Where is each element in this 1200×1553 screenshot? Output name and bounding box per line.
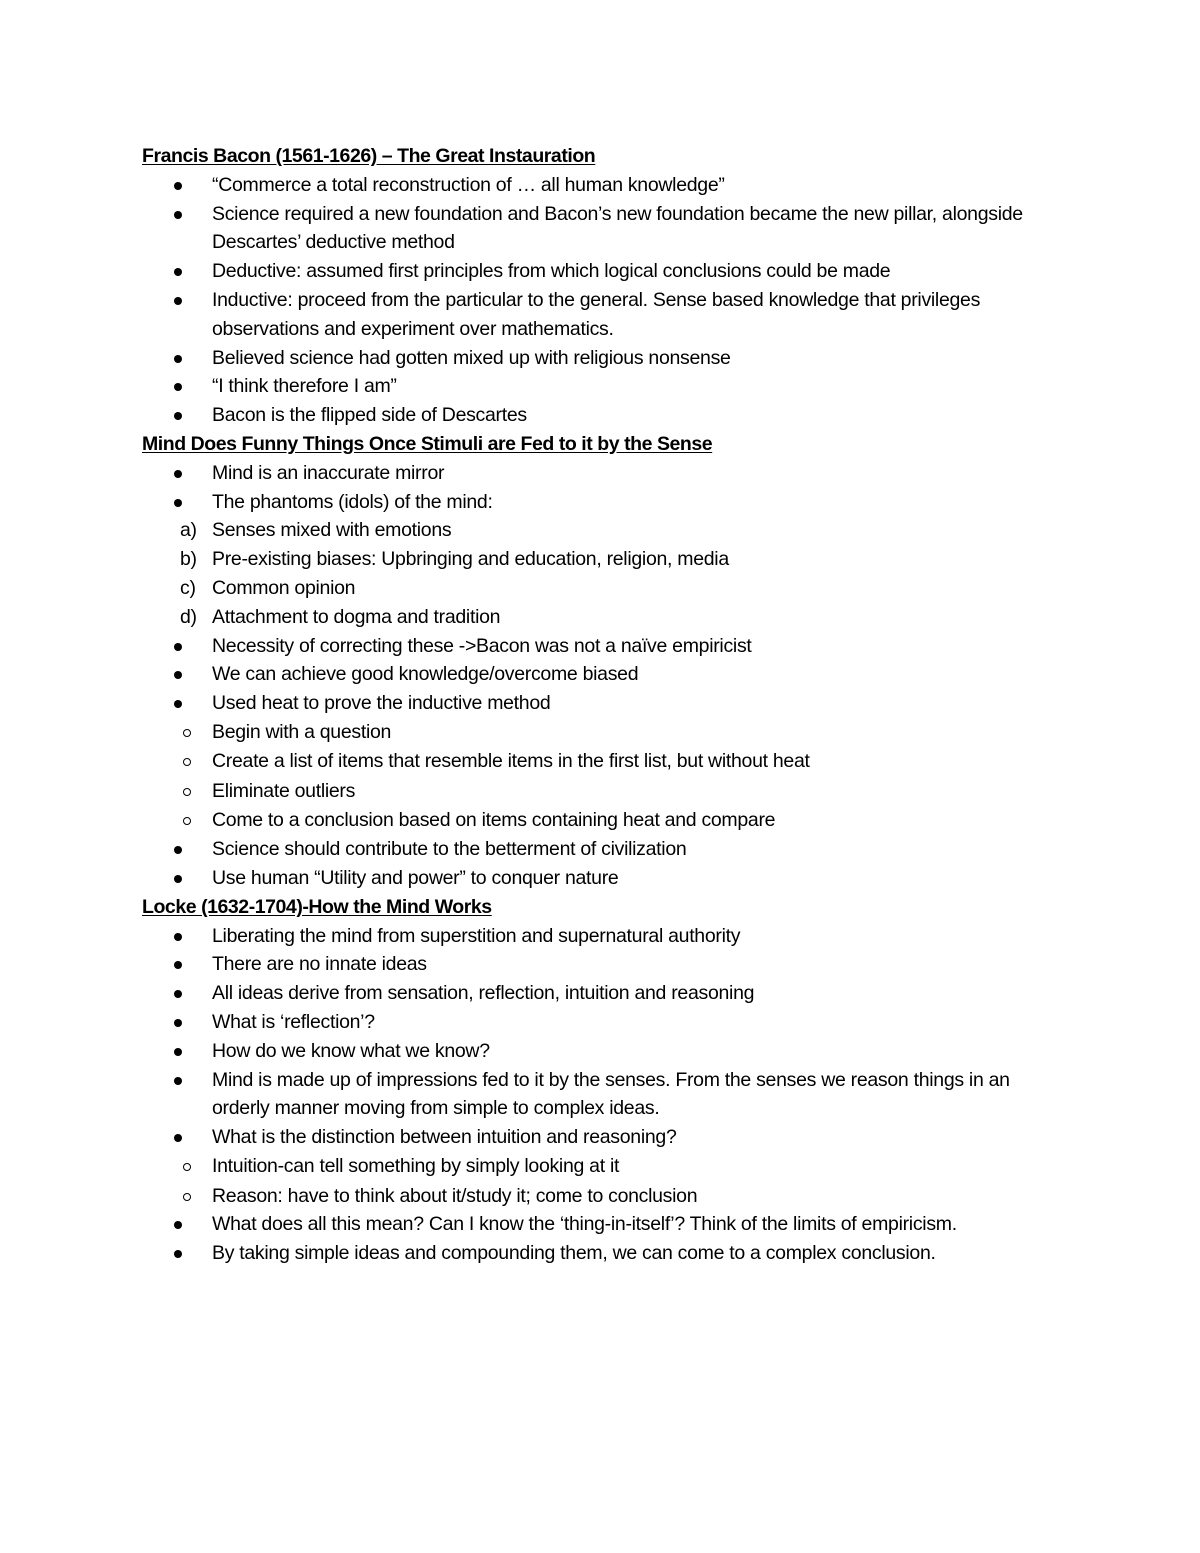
idols-sublist — [142, 516, 1072, 631]
list-item-text: “I think therefore I am” — [212, 375, 397, 398]
sublist-item-text: Create a list of items that resemble items in the first list, but without heat — [212, 749, 810, 772]
list-item-text: All ideas derive from sensation, reflection, intuition and reasoning — [212, 982, 755, 1005]
sublist-item-text: Reason: have to think about it/study it; come to conclusion — [212, 1184, 698, 1207]
list-item-text: Believed science had gotten mixed up with religious nonsense — [212, 346, 731, 369]
bullet-icon — [174, 1221, 182, 1229]
list-item-text: Mind is an inaccurate mirror — [212, 461, 445, 484]
bullet-icon — [174, 383, 182, 391]
section-heading-bacon: Francis Bacon (1561-1626) – The Great Instauration — [142, 145, 596, 167]
list-item — [142, 1210, 1072, 1239]
list-item — [142, 835, 1072, 864]
list-item — [142, 372, 1072, 401]
bullet-icon — [174, 1250, 182, 1258]
list-item — [142, 257, 1072, 286]
list-item-text: We can achieve good knowledge/overcome biased — [212, 663, 639, 686]
sublist-item — [142, 1182, 1072, 1211]
circle-bullet-icon — [183, 817, 191, 825]
sublist-marker: d) — [180, 605, 197, 628]
list-item — [142, 864, 1072, 893]
intuition-reasoning-sublist — [142, 1152, 1072, 1211]
sublist-item — [142, 747, 1072, 776]
list-item-text: Mind is made up of impressions fed to it by the senses. From the senses we reason things in an orderly manner moving from simple to complex ideas. — [212, 1068, 1010, 1120]
sublist-item — [142, 545, 1072, 574]
bullet-icon — [174, 1134, 182, 1142]
circle-bullet-icon — [183, 1163, 191, 1171]
bullet-icon — [174, 470, 182, 478]
locke-bullet-list — [142, 922, 1072, 1152]
bullet-icon — [174, 268, 182, 276]
bullet-icon — [174, 875, 182, 883]
heat-method-sublist — [142, 718, 1072, 835]
sublist-marker: a) — [180, 519, 197, 542]
list-item-text: By taking simple ideas and compounding them, we can come to a complex conclusion. — [212, 1242, 936, 1265]
bullet-icon — [174, 990, 182, 998]
sublist-item-text: Attachment to dogma and tradition — [212, 605, 501, 628]
list-item — [142, 1123, 1072, 1152]
bullet-icon — [174, 297, 182, 305]
circle-bullet-icon — [183, 758, 191, 766]
sublist-item-text: Come to a conclusion based on items containing heat and compare — [212, 809, 776, 832]
mind-bullet-list-end — [142, 835, 1072, 893]
list-item-text: What is ‘reflection’? — [212, 1010, 375, 1033]
bullet-icon — [174, 211, 182, 219]
list-item-text: Necessity of correcting these ->Bacon was not a naïve empiricist — [212, 634, 752, 657]
list-item — [142, 950, 1072, 979]
list-item — [142, 1239, 1072, 1268]
list-item — [142, 459, 1072, 488]
bullet-icon — [174, 182, 182, 190]
sublist-item-text: Senses mixed with emotions — [212, 519, 452, 542]
list-item-text: Deductive: assumed first principles from which logical conclusions could be made — [212, 260, 891, 283]
bullet-icon — [174, 355, 182, 363]
list-item — [142, 200, 1072, 258]
list-item-text: How do we know what we know? — [212, 1039, 490, 1062]
list-item — [142, 1037, 1072, 1066]
list-item — [142, 171, 1072, 200]
circle-bullet-icon — [183, 1193, 191, 1201]
circle-bullet-icon — [183, 729, 191, 737]
bullet-icon — [174, 643, 182, 651]
list-item — [142, 660, 1072, 689]
sublist-item-text: Common opinion — [212, 576, 356, 599]
mind-bullet-list-continued — [142, 632, 1072, 718]
bullet-icon — [174, 1048, 182, 1056]
list-item-text: Bacon is the flipped side of Descartes — [212, 404, 527, 427]
list-item-text: There are no innate ideas — [212, 953, 427, 976]
sublist-item — [142, 603, 1072, 632]
bacon-bullet-list — [142, 171, 1072, 430]
sublist-item — [142, 516, 1072, 545]
locke-bullet-list-end — [142, 1210, 1072, 1268]
list-item — [142, 1008, 1072, 1037]
sublist-item — [142, 574, 1072, 603]
list-item-text: Inductive: proceed from the particular to the general. Sense based knowledge that privileges observations and experiment over mathematics. — [212, 288, 981, 340]
sublist-marker: b) — [180, 548, 197, 571]
list-item-text: Liberating the mind from superstition and supernatural authority — [212, 924, 741, 947]
list-item-text: Science should contribute to the betterment of civilization — [212, 838, 687, 861]
sublist-marker: c) — [180, 576, 196, 599]
circle-bullet-icon — [183, 788, 191, 796]
bullet-icon — [174, 700, 182, 708]
sublist-item-text: Eliminate outliers — [212, 779, 356, 802]
list-item-text: What does all this mean? Can I know the ‘thing-in-itself’? Think of the limits of empiricism. — [212, 1213, 957, 1236]
bullet-icon — [174, 1019, 182, 1027]
section-heading-mind: Mind Does Funny Things Once Stimuli are Fed to it by the Sense — [142, 432, 713, 455]
list-item-text: What is the distinction between intuition and reasoning? — [212, 1126, 677, 1149]
document-body — [142, 142, 1072, 1268]
list-item — [142, 689, 1072, 718]
list-item — [142, 979, 1072, 1008]
bullet-icon — [174, 846, 182, 854]
sublist-item — [142, 777, 1072, 806]
mind-bullet-list — [142, 459, 1072, 517]
section-heading-locke: Locke (1632-1704)-How the Mind Works — [142, 895, 492, 918]
list-item — [142, 401, 1072, 430]
sublist-item-text: Intuition-can tell something by simply looking at it — [212, 1154, 620, 1177]
list-item — [142, 286, 1072, 344]
list-item-text: Use human “Utility and power” to conquer nature — [212, 866, 619, 889]
bullet-icon — [174, 412, 182, 420]
list-item — [142, 488, 1072, 517]
sublist-item-text: Pre-existing biases: Upbringing and education, religion, media — [212, 548, 729, 571]
bullet-icon — [174, 499, 182, 507]
sublist-item-text: Begin with a question — [212, 720, 392, 743]
list-item — [142, 1066, 1072, 1124]
sublist-item — [142, 806, 1072, 835]
bullet-icon — [174, 1077, 182, 1085]
list-item — [142, 922, 1072, 951]
sublist-item — [142, 718, 1072, 747]
list-item — [142, 632, 1072, 661]
bullet-icon — [174, 671, 182, 679]
list-item-text: The phantoms (idols) of the mind: — [212, 490, 493, 513]
list-item-text: Science required a new foundation and Bacon’s new foundation became the new pillar, alongside Descartes’ deductive method — [212, 202, 1023, 254]
bullet-icon — [174, 961, 182, 969]
bullet-icon — [174, 933, 182, 941]
list-item-text: Used heat to prove the inductive method — [212, 692, 551, 715]
list-item — [142, 344, 1072, 373]
list-item-text: “Commerce a total reconstruction of … all human knowledge” — [212, 173, 725, 196]
sublist-item — [142, 1152, 1072, 1181]
